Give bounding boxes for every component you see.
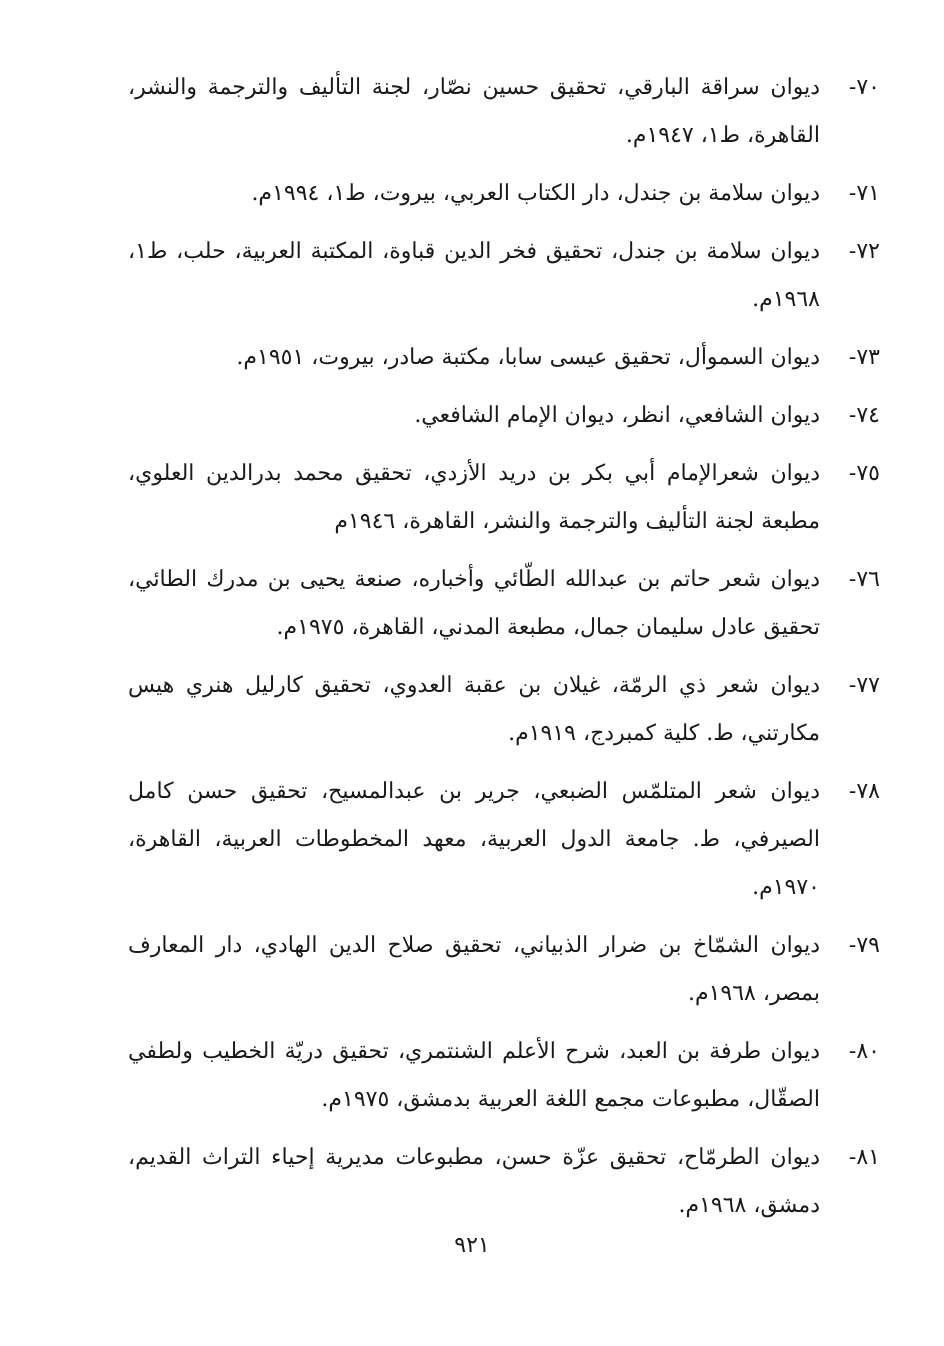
bibliography-entry-81	[128, 1134, 880, 1230]
entry-text: ديوان الشمّاخ بن ضرار الذبياني، تحقيق صلاح الدين الهادي، دار المعارف بمصر، ١٩٦٨م.	[128, 933, 820, 1006]
entry-text: ديوان سلامة بن جندل، تحقيق فخر الدين قباوة، المكتبة العربية، حلب، ط١، ١٩٦٨م.	[128, 239, 820, 312]
entry-number: ٧٢-	[848, 239, 880, 264]
bibliography-entry-73	[128, 334, 880, 382]
bibliography-entry-75	[128, 450, 880, 546]
entry-text: ديوان سراقة البارقي، تحقيق حسين نصّار، لجنة التأليف والترجمة والنشر، القاهرة، ط١، ١٩٤٧م.	[128, 75, 820, 148]
page-number: ٩٢١	[454, 1233, 490, 1258]
bibliography-entry-72	[128, 228, 880, 324]
entry-text: ديوان سلامة بن جندل، دار الكتاب العربي، بيروت، ط١، ١٩٩٤م.	[251, 181, 820, 206]
entry-text: ديوان شعرالإمام أبي بكر بن دريد الأزدي، تحقيق محمد بدرالدين العلوي، مطبعة لجنة التأليف والترجمة والنشر، القاهرة، ١٩٤٦م	[128, 461, 820, 534]
bibliography-entry-76	[128, 556, 880, 652]
bibliography-entry-71	[128, 170, 880, 218]
entry-number: ٧١-	[848, 181, 880, 206]
bibliography-entry-77	[128, 662, 880, 758]
entry-number: ٧٣-	[848, 345, 880, 370]
entry-text: ديوان الشافعي، انظر، ديوان الإمام الشافعي.	[414, 403, 820, 428]
entry-text: ديوان السموأل، تحقيق عيسى سابا، مكتبة صادر، بيروت، ١٩٥١م.	[236, 345, 820, 370]
bibliography-list	[128, 64, 880, 1240]
bibliography-entry-78	[128, 768, 880, 912]
entry-number: ٧٩-	[848, 933, 880, 958]
entry-text: ديوان الطرمّاح، تحقيق عزّة حسن، مطبوعات مديرية إحياء التراث القديم، دمشق، ١٩٦٨م.	[128, 1145, 820, 1218]
entry-number: ٨١-	[848, 1145, 880, 1170]
bibliography-entry-79	[128, 922, 880, 1018]
entry-text: ديوان شعر ذي الرمّة، غيلان بن عقبة العدوي، تحقيق كارليل هنري هيس مكارتني، ط. كلية كمبردج، ١٩١٩م.	[128, 673, 820, 746]
entry-number: ٧٧-	[848, 673, 880, 698]
bibliography-entry-70	[128, 64, 880, 160]
entry-number: ٧٠-	[848, 75, 880, 100]
entry-number: ٧٨-	[848, 779, 880, 804]
entry-text: ديوان شعر المتلمّس الضبعي، جرير بن عبدالمسيح، تحقيق حسن كامل الصيرفي، ط. جامعة الدول العربية، معهد المخطوطات العربية، القاهرة، ١٩٧٠م.	[128, 779, 820, 900]
entry-number: ٧٦-	[848, 567, 880, 592]
bibliography-entry-80	[128, 1028, 880, 1124]
entry-number: ٧٥-	[848, 461, 880, 486]
bibliography-entry-74	[128, 392, 880, 440]
entry-number: ٨٠-	[848, 1039, 880, 1064]
entry-text: ديوان شعر حاتم بن عبدالله الطّائي وأخباره، صنعة يحيى بن مدرك الطائي، تحقيق عادل سليمان جمال، مطبعة المدني، القاهرة، ١٩٧٥م.	[128, 567, 820, 640]
entry-number: ٧٤-	[848, 403, 880, 428]
entry-text: ديوان طرفة بن العبد، شرح الأعلم الشنتمري، تحقيق دريّة الخطيب ولطفي الصقّال، مطبوعات مجمع اللغة العربية بدمشق، ١٩٧٥م.	[128, 1039, 820, 1112]
